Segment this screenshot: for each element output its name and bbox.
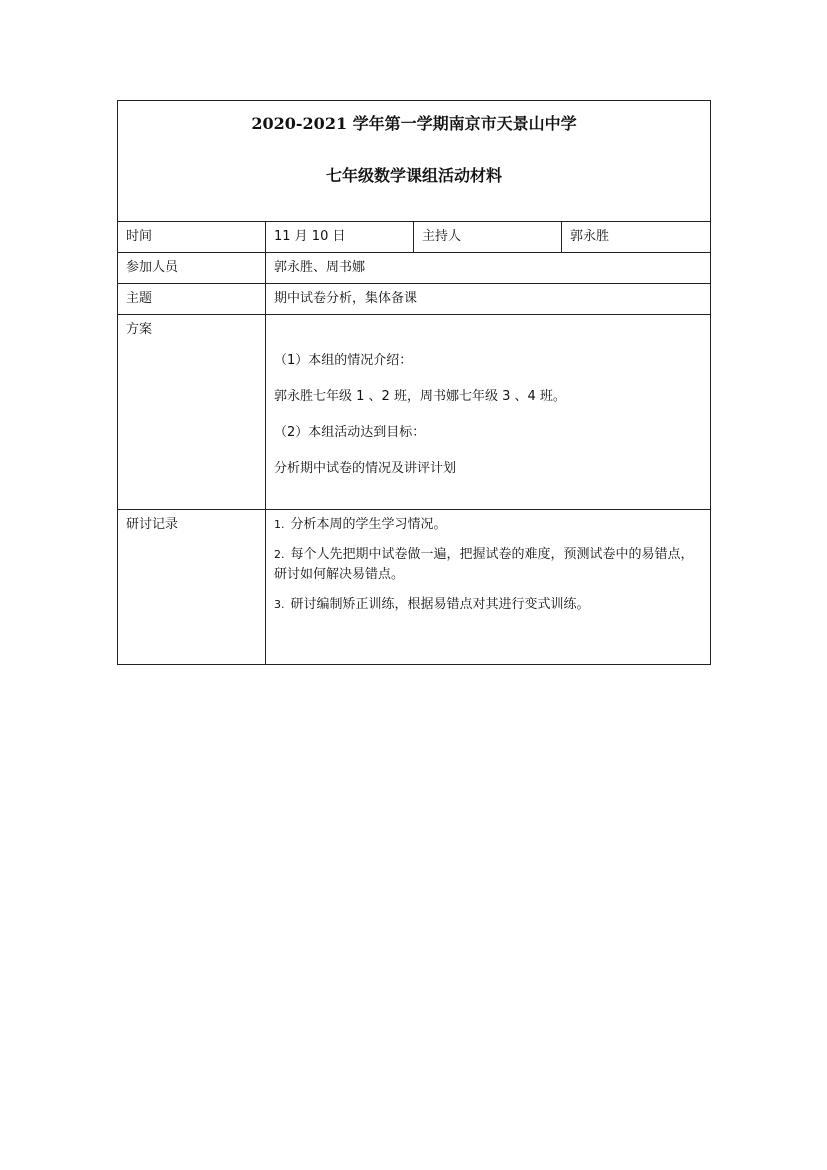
title-cell: [118, 101, 711, 222]
plan-content: [266, 315, 711, 510]
discussion-item-number: 2.: [274, 548, 285, 561]
discussion-item: [274, 545, 702, 585]
plan-item: （1）本组的情况介绍：: [274, 353, 413, 368]
topic-label: 主题: [118, 284, 266, 315]
host-label: 主持人: [414, 222, 562, 253]
plan-item: 分析期中试卷的情况及讲评计划: [274, 461, 457, 476]
document-subtitle: 七年级数学课组活动材料: [326, 166, 503, 185]
participants-value: 郭永胜、周书娜: [266, 253, 711, 284]
participants-label: 参加人员: [118, 253, 266, 284]
discussion-row: [118, 510, 711, 665]
document-title: 2020-2021 学年第一学期南京市天景山中学: [251, 114, 577, 133]
discussion-item: [274, 515, 702, 535]
participants-row: [118, 253, 711, 284]
discussion-item-text: 研讨编制矫正训练，根据易错点对其进行变式训练。: [290, 597, 590, 612]
discussion-item-text: 分析本周的学生学习情况。: [290, 517, 447, 532]
plan-item: （2）本组活动达到目标：: [274, 425, 426, 440]
time-value: 11 月 10 日: [266, 222, 414, 253]
activity-record-table: [117, 100, 711, 665]
plan-item: 郭永胜七年级 1 、2 班，周书娜七年级 3 、4 班。: [274, 389, 566, 404]
discussion-item: [274, 595, 702, 615]
discussion-content: [266, 510, 711, 665]
plan-label: 方案: [118, 315, 266, 510]
time-row: [118, 222, 711, 253]
host-value: 郭永胜: [562, 222, 711, 253]
discussion-label: 研讨记录: [118, 510, 266, 665]
time-label: 时间: [118, 222, 266, 253]
plan-row: [118, 315, 711, 510]
discussion-item-text: 每个人先把期中试卷做一遍，把握试卷的难度，预测试卷中的易错点，研讨如何解决易错点。: [274, 547, 694, 582]
discussion-item-number: 1.: [274, 518, 285, 531]
title-row: [118, 101, 711, 222]
discussion-item-number: 3.: [274, 598, 285, 611]
topic-value: 期中试卷分析，集体备课: [266, 284, 711, 315]
topic-row: [118, 284, 711, 315]
